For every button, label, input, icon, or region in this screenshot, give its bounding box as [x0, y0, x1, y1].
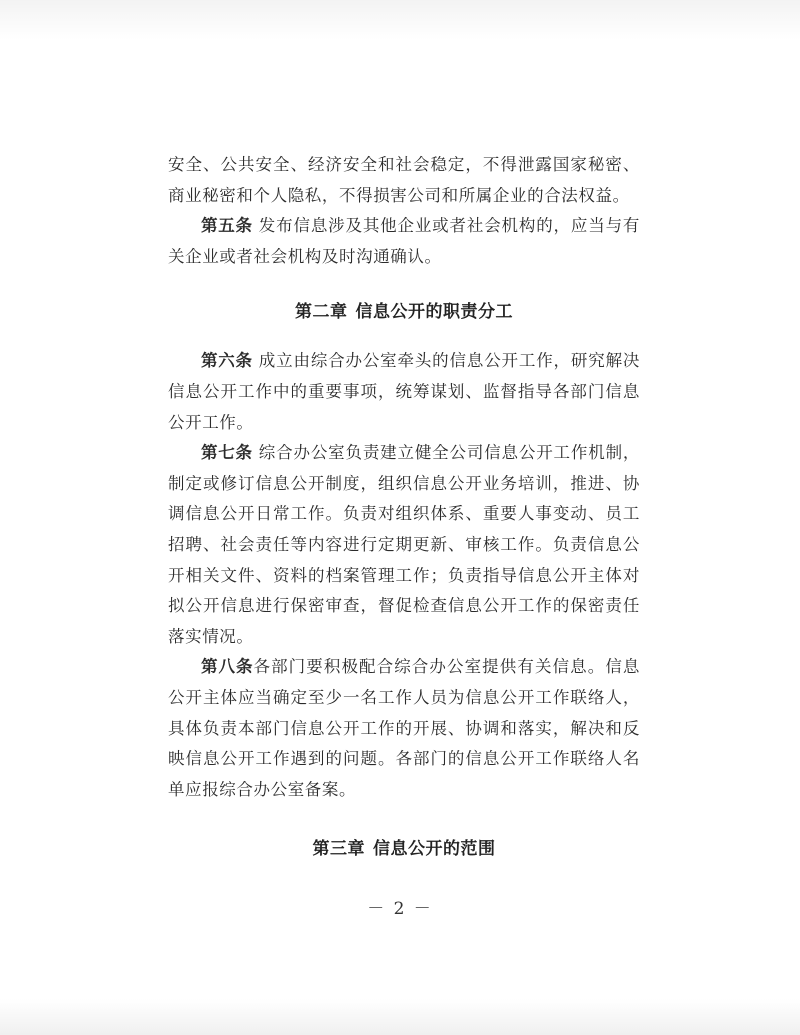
article-5-label: 第五条 [201, 216, 253, 236]
article-5 [168, 211, 640, 272]
article-8 [168, 652, 640, 805]
article-6-text: 成立由综合办公室牵头的信息公开工作，研究解决信息公开工作中的重要事项，统筹谋划、监督指导各部门信息公开工作。 [168, 351, 641, 432]
document-page [168, 150, 640, 859]
article-6-label: 第六条 [201, 351, 253, 371]
page-number: － 2 － [367, 899, 433, 919]
article-7-text: 综合办公室负责建立健全公司信息公开工作机制，制定或修订信息公开制度，组织信息公开业务培训，推进、协调信息公开日常工作。负责对组织体系、重要人事变动、员工招聘、社会责任等内容进行定期更新、审核工作。负责信息公开相关文件、资料的档案管理工作；负责指导信息公开主体对拟公开信息进行保密审查，督促检查信息公开工作的保密责任落实情况。 [168, 443, 641, 646]
intro-paragraph: 安全、公共安全、经济安全和社会稳定，不得泄露国家秘密、商业秘密和个人隐私，不得损害公司和所属企业的合法权益。 [168, 155, 640, 205]
article-8-text: 各部门要积极配合综合办公室提供有关信息。信息公开主体应当确定至少一名工作人员为信息公开工作联络人，具体负责本部门信息公开工作的开展、协调和落实，解决和反映信息公开工作遇到的问题。各部门的信息公开工作联络人名单应报综合办公室备案。 [168, 657, 641, 799]
chapter-3-heading [168, 834, 640, 859]
article-7 [168, 438, 640, 652]
article-7-label: 第七条 [201, 443, 253, 463]
chapter-2-heading [168, 297, 640, 322]
chapter-2-title: 信息公开的职责分工 [355, 302, 513, 323]
article-5-text: 发布信息涉及其他企业或者社会机构的，应当与有关企业或者社会机构及时沟通确认。 [168, 216, 641, 266]
chapter-3-title: 信息公开的范围 [373, 839, 496, 860]
chapter-2-number: 第二章 [295, 302, 348, 323]
scan-edge-bottom [0, 999, 800, 1035]
chapter-3-number: 第三章 [312, 839, 365, 860]
article-8-label: 第八条 [201, 657, 254, 677]
article-6 [168, 346, 640, 438]
scan-edge-top [0, 0, 800, 40]
